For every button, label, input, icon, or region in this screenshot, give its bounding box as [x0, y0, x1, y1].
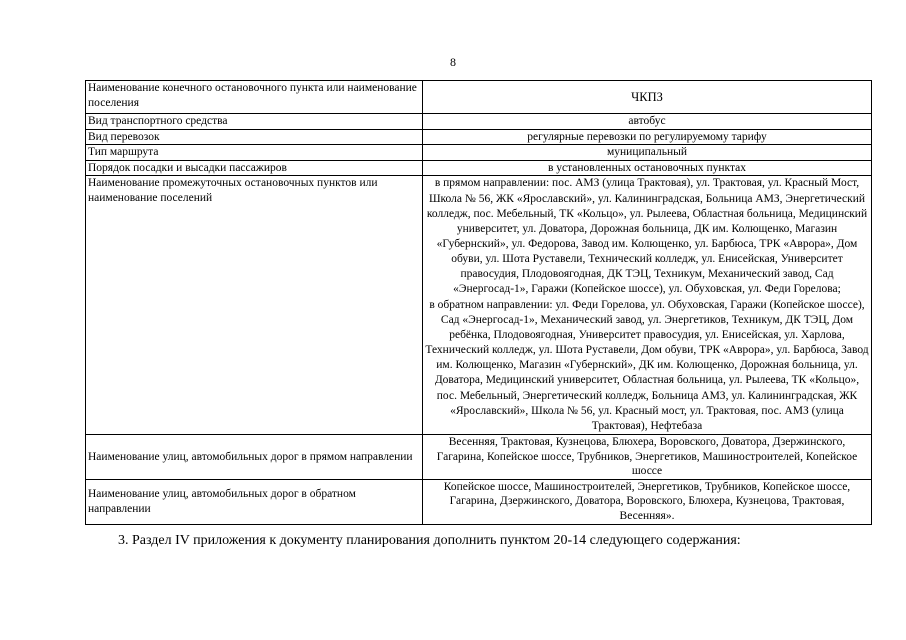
row-value-boarding-order: в установленных остановочных пунктах	[423, 160, 872, 176]
stops-forward-direction: в прямом направлении: пос. АМЗ (улица Трактовая), ул. Трактовая, ул. Красный Мост, Школа № 56, ЖК «Ярославский», ул. Калининградская, Больница АМЗ, Энергетический колледж, пос. Мебельный, ТК «Кольцо», ул. Рылеева, Областная больница, Медицинский университет, ул. Доватора, Дорожная больница, ДК им. Колющенко, Магазин «Губернский», ул. Федорова, Завод им. Колющенко, ул. Барбюса, ТРК «Аврора», Дом обуви, ул. Шота Руставели, Технический колледж, ул. Енисейская, Университет правосудия, Плодовоягодная, ДК ТЭЦ, Техникум, Механический завод, Сад «Энергосад-1», Гаражи (Копейское шоссе), ул. Обуховская, ул. Феди Горелова;	[426, 177, 868, 296]
row-label-streets-forward: Наименование улиц, автомобильных дорог в прямом направлении	[86, 435, 423, 480]
row-value-vehicle-type: автобус	[423, 114, 872, 130]
table-row-streets-backward	[86, 479, 872, 524]
stops-backward-direction: в обратном направлении: ул. Феди Горелова, ул. Обуховская, Гаражи (Копейское шоссе), Сад «Энергосад-1», Механический завод, ул. Энергетиков, Техникум, ДК ТЭЦ, Дом ребёнка, Плодовоягодная, Университет правосудия, ул. Енисейская, ул. Харлова, Технический колледж, ул. Шота Руставели, Дом обуви, ТРК «Аврора», ул. Барбюса, Завод им. Колющенко, Магазин «Губернский», ДК им. Колющенко, Дорожная больница, ул. Доватора, Медицинский университет, Областная больница, ул. Рылеева, ТК «Кольцо», пос. Мебельный, Энергетический колледж, Больница АМЗ, ул. Калининградская, ЖК «Ярославский», Школа № 56, ул. Красный мост, ул. Трактовая, пос. АМЗ (улица Трактовая), Нефтебаза	[425, 298, 869, 432]
row-label-final-stop: Наименование конечного остановочного пункта или наименование поселения	[86, 81, 423, 114]
table-row-streets-forward	[86, 435, 872, 480]
table-row-boarding-order	[86, 160, 872, 176]
row-value-final-stop: ЧКПЗ	[423, 81, 872, 114]
row-label-boarding-order: Порядок посадки и высадки пассажиров	[86, 160, 423, 176]
row-value-route-type: муниципальный	[423, 145, 872, 161]
row-value-streets-forward: Весенняя, Трактовая, Кузнецова, Блюхера, Воровского, Доватора, Дзержинского, Гагарина, Копейское шоссе, Трубников, Энергетиков, Машиностроителей, Копейское шоссе	[423, 435, 872, 480]
row-label-streets-backward: Наименование улиц, автомобильных дорог в обратном направлении	[86, 479, 423, 524]
page-number: 8	[450, 55, 456, 69]
table-row-route-type	[86, 145, 872, 161]
row-label-intermediate-stops: Наименование промежуточных остановочных пунктов или наименование поселений	[86, 176, 423, 435]
row-label-vehicle-type: Вид транспортного средства	[86, 114, 423, 130]
table-row-transport-kind	[86, 129, 872, 145]
table-row-final-stop	[86, 81, 872, 114]
amendment-paragraph: 3. Раздел IV приложения к документу планирования дополнить пунктом 20-14 следующего содержания:	[118, 533, 741, 548]
route-info-table	[85, 80, 872, 525]
table-row-vehicle-type	[86, 114, 872, 130]
row-label-transport-kind: Вид перевозок	[86, 129, 423, 145]
row-value-transport-kind: регулярные перевозки по регулируемому тарифу	[423, 129, 872, 145]
row-label-route-type: Тип маршрута	[86, 145, 423, 161]
row-value-intermediate-stops	[423, 176, 872, 435]
row-value-streets-backward: Копейское шоссе, Машиностроителей, Энергетиков, Трубников, Копейское шоссе, Гагарина, Дзержинского, Доватора, Воровского, Блюхера, Кузнецова, Трактовая, Весенняя».	[423, 479, 872, 524]
table-row-intermediate-stops	[86, 176, 872, 435]
